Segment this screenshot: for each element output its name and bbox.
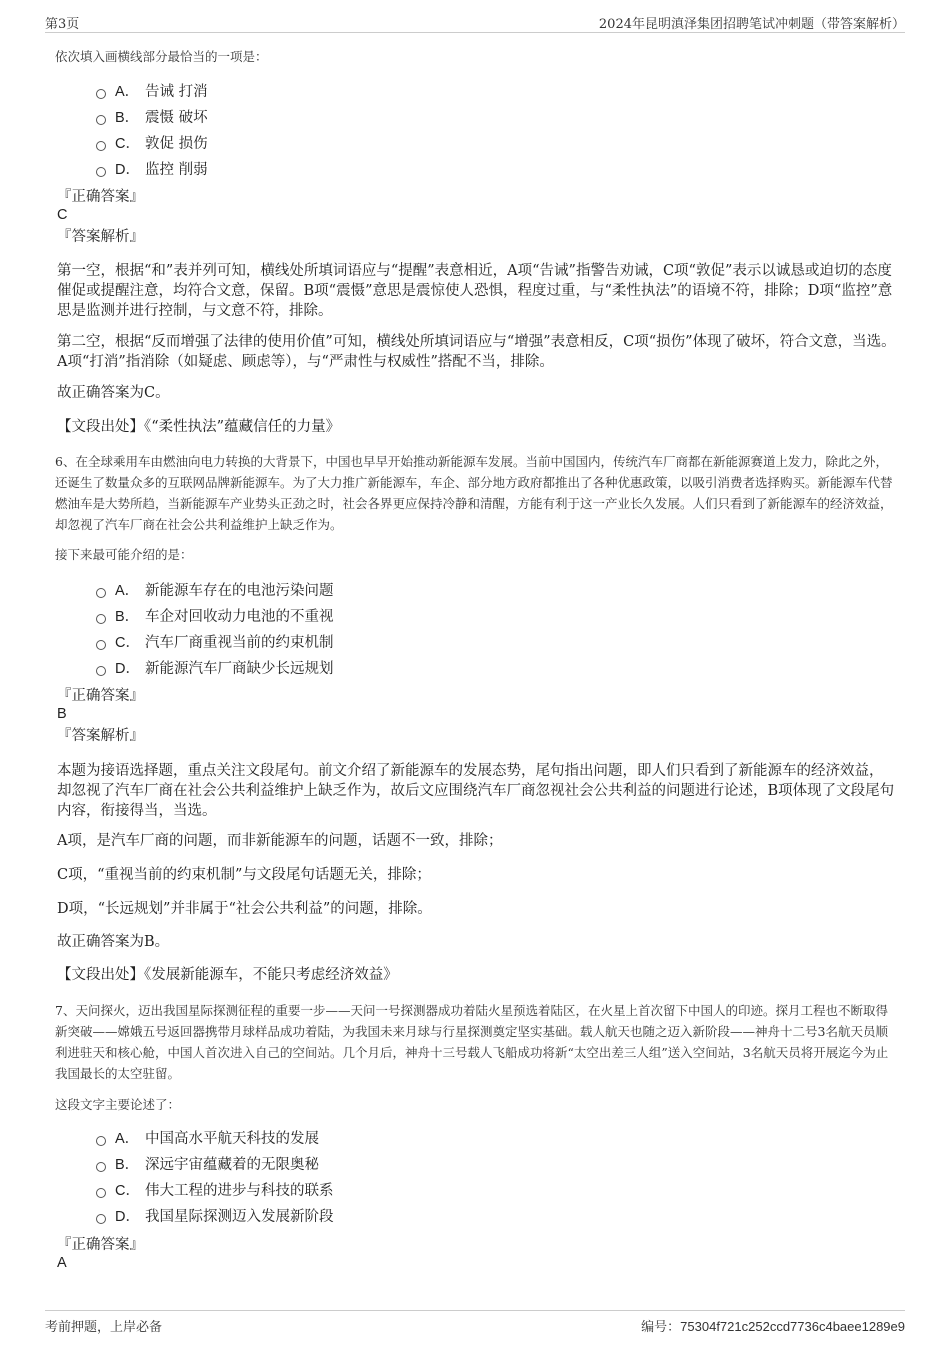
radio-icon[interactable] <box>96 1162 106 1172</box>
q6-option-b[interactable]: B． 车企对回收动力电池的不重视 <box>96 604 596 630</box>
q7-option-d[interactable]: D． 我国星际探测迈入发展新阶段 <box>96 1204 596 1230</box>
q7-option-a[interactable]: A． 中国高水平航天科技的发展 <box>96 1126 596 1152</box>
q6-answer-label: 『正确答案』 <box>57 688 144 704</box>
q5-option-a[interactable]: A． 告诫 打消 <box>96 79 596 105</box>
q7-stem: 7、天问探火，迈出我国星际探测征程的重要一步——天问一号探测器成功着陆火星预选着陆区，在火星上首次留下中国人的印迹。探月工程也不断取得新突破——嫦娥五号返回器携带月球样品成功着陆，为我国未来月球与行星探测奠定坚实基础。载人航天也随之迈入新阶段——神舟十二号3名航天员顺利进驻天和核心舱，中国人首次进入自己的空间站。几个月后，神舟十三号载人飞船成功将新“太空出差三人组”送入空间站，3名航天员将开展迄今为止我国最长的太空驻留。 <box>55 1003 889 1081</box>
radio-icon[interactable] <box>96 640 106 650</box>
q6-source: 【文段出处】《发展新能源车，不能只考虑经济效益》 <box>57 967 398 983</box>
document-id: 编号：75304f721c252ccd7736c4baee1289e9 <box>641 1319 905 1334</box>
q5-analysis-label: 『答案解析』 <box>57 229 144 245</box>
q6-prompt: 接下来最可能介绍的是： <box>55 547 193 562</box>
radio-icon[interactable] <box>96 588 106 598</box>
radio-icon[interactable] <box>96 115 106 125</box>
page-header <box>45 10 905 33</box>
q7-answer: A <box>57 1255 67 1271</box>
q5-source: 【文段出处】《“柔性执法”蕴藏信任的力量》 <box>57 419 341 435</box>
q6-options <box>96 578 596 682</box>
q7-option-b[interactable]: B． 深远宇宙蕴藏着的无限奥秘 <box>96 1152 596 1178</box>
q5-option-d[interactable]: D． 监控 削弱 <box>96 157 596 183</box>
q7-options <box>96 1126 596 1230</box>
q6-analysis-p4: D项，“长远规划”并非属于“社会公共利益”的问题，排除。 <box>57 901 432 917</box>
q5-answer: C <box>57 207 68 223</box>
q6-answer: B <box>57 706 67 722</box>
radio-icon[interactable] <box>96 666 106 676</box>
q5-prompt: 依次填入画横线部分最恰当的一项是： <box>55 49 268 64</box>
q6-stem: 6、在全球乘用车由燃油向电力转换的大背景下，中国也早早开始推动新能源车发展。当前中国国内，传统汽车厂商都在新能源赛道上发力，除此之外，还诞生了数量众多的互联网品牌新能源车。为了大力推广新能源车，车企、部分地方政府都推出了各种优惠政策，以吸引消费者选择购买。新能源车代替燃油车是大势所趋，当新能源车产业势头正劲之时，社会各界更应保持冷静和清醒，方能有利于这一产业长久发展。人们只看到了新能源车的经济效益，却忽视了汽车厂商在社会公共利益维护上缺乏作为。 <box>55 454 893 532</box>
q6-option-c[interactable]: C． 汽车厂商重视当前的约束机制 <box>96 630 596 656</box>
q5-options <box>96 79 596 183</box>
q6-analysis-label: 『答案解析』 <box>57 728 144 744</box>
document-title: 2024年昆明滇泽集团招聘笔试冲刺题（带答案解析） <box>598 17 905 32</box>
radio-icon[interactable] <box>96 1214 106 1224</box>
q6-analysis-p5: 故正确答案为B。 <box>57 934 170 950</box>
q5-analysis-p3: 故正确答案为C。 <box>57 385 170 401</box>
page-footer <box>45 1310 905 1337</box>
radio-icon[interactable] <box>96 1188 106 1198</box>
footer-slogan: 考前押题，上岸必备 <box>45 1320 163 1335</box>
radio-icon[interactable] <box>96 614 106 624</box>
q6-analysis-p3: C项，“重视当前的约束机制”与文段尾句话题无关，排除； <box>57 867 431 883</box>
q6-option-d[interactable]: D． 新能源汽车厂商缺少长远规划 <box>96 656 596 682</box>
radio-icon[interactable] <box>96 141 106 151</box>
q7-option-c[interactable]: C． 伟大工程的进步与科技的联系 <box>96 1178 596 1204</box>
q5-analysis-p2: 第二空，根据“反而增强了法律的使用价值”可知，横线处所填词语应与“增强”表意相反，C项“损伤”体现了破坏，符合文意，当选。A项“打消”指消除（如疑虑、顾虑等），与“严肃性与权威性”搭配不当，排除。 <box>57 334 896 370</box>
radio-icon[interactable] <box>96 89 106 99</box>
q5-answer-label: 『正确答案』 <box>57 189 144 205</box>
q7-answer-label: 『正确答案』 <box>57 1237 144 1253</box>
q7-prompt: 这段文字主要论述了： <box>55 1097 181 1112</box>
radio-icon[interactable] <box>96 167 106 177</box>
q6-analysis-p2: A项，是汽车厂商的问题，而非新能源车的问题，话题不一致，排除； <box>57 833 503 849</box>
q5-option-b[interactable]: B． 震慑 破坏 <box>96 105 596 131</box>
q5-option-c[interactable]: C． 敦促 损伤 <box>96 131 596 157</box>
radio-icon[interactable] <box>96 1136 106 1146</box>
q6-option-a[interactable]: A． 新能源车存在的电池污染问题 <box>96 578 596 604</box>
q6-analysis-p1: 本题为接语选择题，重点关注文段尾句。前文介绍了新能源车的发展态势，尾句指出问题，即人们只看到了新能源车的经济效益，却忽视了汽车厂商在社会公共利益维护上缺乏作为，故后文应围绕汽车厂商忽视社会公共利益的问题进行论述，B项体现了文段尾句内容，衔接得当，当选。 <box>57 763 895 819</box>
q5-analysis-p1: 第一空，根据“和”表并列可知，横线处所填词语应与“提醒”表意相近，A项“告诫”指警告劝诫，C项“敦促”表示以诚恳或迫切的态度催促或提醒注意，均符合文意，保留。B项“震慑”意思是震惊使人恐惧，程度过重，与“柔性执法”的语境不符，排除；D项“监控”意思是监测并进行控制，与文意不符，排除。 <box>57 263 893 319</box>
page-number: 第3页 <box>45 17 80 32</box>
